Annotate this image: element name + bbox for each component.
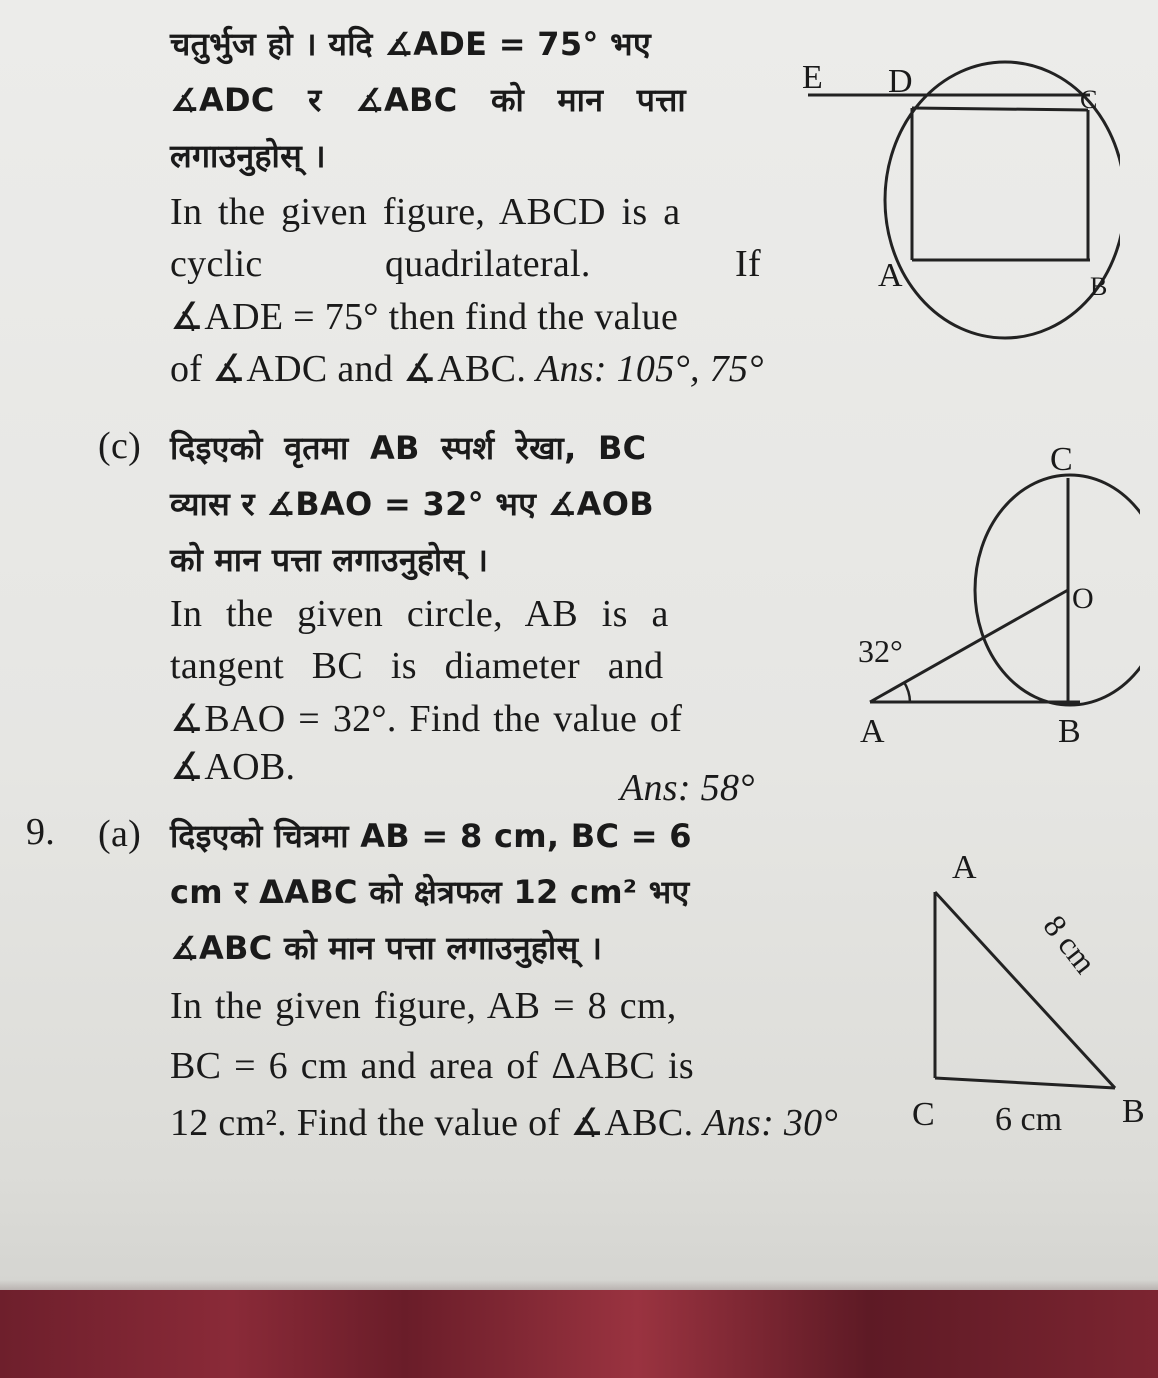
label-e: E [802, 59, 823, 96]
part-c-answer-label: Ans: [620, 767, 691, 809]
part-b-nepali-line-1: चतुर्भुज हो । यदि ∡ADE = 75° भए [170, 25, 651, 63]
q9-question-text: 12 cm². Find the value of ∡ABC. [170, 1102, 694, 1144]
part-c-answer-value: 58° [700, 767, 755, 809]
part-c-english-line-3: ∡BAO = 32°. Find the value of [170, 698, 683, 740]
q9-nepali-line-1: दिइएको चित्रमा AB = 8 cm, BC = 6 [170, 817, 692, 855]
part-b-english-line-4 [170, 346, 764, 391]
triangle-figure [900, 840, 1150, 1140]
part-c-english-line-1: In the given circle, AB is a [170, 593, 669, 635]
part-c-english-line-2: tangent BC is diameter and [170, 645, 664, 687]
part-b-english-line-2c: If [735, 243, 761, 285]
label-c: C [1080, 85, 1098, 114]
tangent-circle-figure [840, 430, 1140, 770]
label-b: B [1122, 1093, 1145, 1130]
part-c-nepali-line-1: दिइएको वृतमा AB स्पर्श रेखा, BC [170, 429, 647, 467]
label-o: O [1072, 582, 1094, 615]
label-b: B [1058, 713, 1081, 750]
side-ab [935, 892, 1115, 1088]
q9-nepali-line-3: ∡ABC को मान पत्ता लगाउनुहोस् । [170, 929, 603, 967]
part-b-question-text: of ∡ADC and ∡ABC. [170, 348, 527, 390]
part-c-answer [620, 766, 755, 810]
part-b-answer-value: 105°, 75° [616, 348, 764, 390]
label-c: C [1050, 441, 1073, 478]
angle-arc [904, 682, 910, 702]
part-c-marker: (c) [98, 425, 142, 467]
q9-answer-label: Ans: [703, 1102, 775, 1144]
label-side-bc: 6 cm [995, 1101, 1063, 1138]
part-b-english-line-3: ∡ADE = 75° then find the value [170, 296, 679, 338]
label-a: A [860, 713, 885, 750]
label-a: A [952, 849, 977, 886]
side-cb [935, 1078, 1115, 1088]
question-9-marker: (a) [98, 813, 142, 855]
part-b-nepali-line-2: ∡ADC र ∡ABC को मान पत्ता [170, 81, 686, 119]
q9-english-line-2: BC = 6 cm and area of ΔABC is [170, 1045, 694, 1087]
side-dc [912, 108, 1088, 110]
label-angle: 32° [858, 633, 903, 669]
label-b: B [1090, 272, 1108, 301]
label-side-ab: 8 cm [1036, 908, 1104, 981]
part-c-english-line-4: ∡AOB. [170, 746, 296, 788]
circle [975, 475, 1140, 705]
q9-nepali-line-2: cm र ΔABC को क्षेत्रफल 12 cm² भए [170, 873, 690, 911]
cyclic-quadrilateral-figure [790, 50, 1120, 350]
part-b-answer-label: Ans: [535, 348, 607, 390]
background-cloth [0, 1290, 1158, 1378]
part-b-nepali-line-3: लगाउनुहोस् । [170, 137, 326, 175]
q9-answer-value: 30° [783, 1102, 838, 1144]
part-b-english-line-1: In the given figure, ABCD is a [170, 191, 681, 233]
question-9-number: 9. [26, 811, 56, 853]
label-c: C [912, 1096, 935, 1133]
part-b-english-line-2b: quadrilateral. [385, 243, 591, 285]
part-c-nepali-line-3: को मान पत्ता लगाउनुहोस् । [170, 541, 489, 579]
label-a: A [878, 257, 903, 294]
label-d: D [888, 63, 913, 100]
q9-english-line-3 [170, 1100, 838, 1145]
part-b-english-line-2a: cyclic [170, 243, 263, 285]
q9-english-line-1: In the given figure, AB = 8 cm, [170, 985, 677, 1027]
part-c-nepali-line-2: व्यास र ∡BAO = 32° भए ∡AOB [170, 485, 654, 523]
